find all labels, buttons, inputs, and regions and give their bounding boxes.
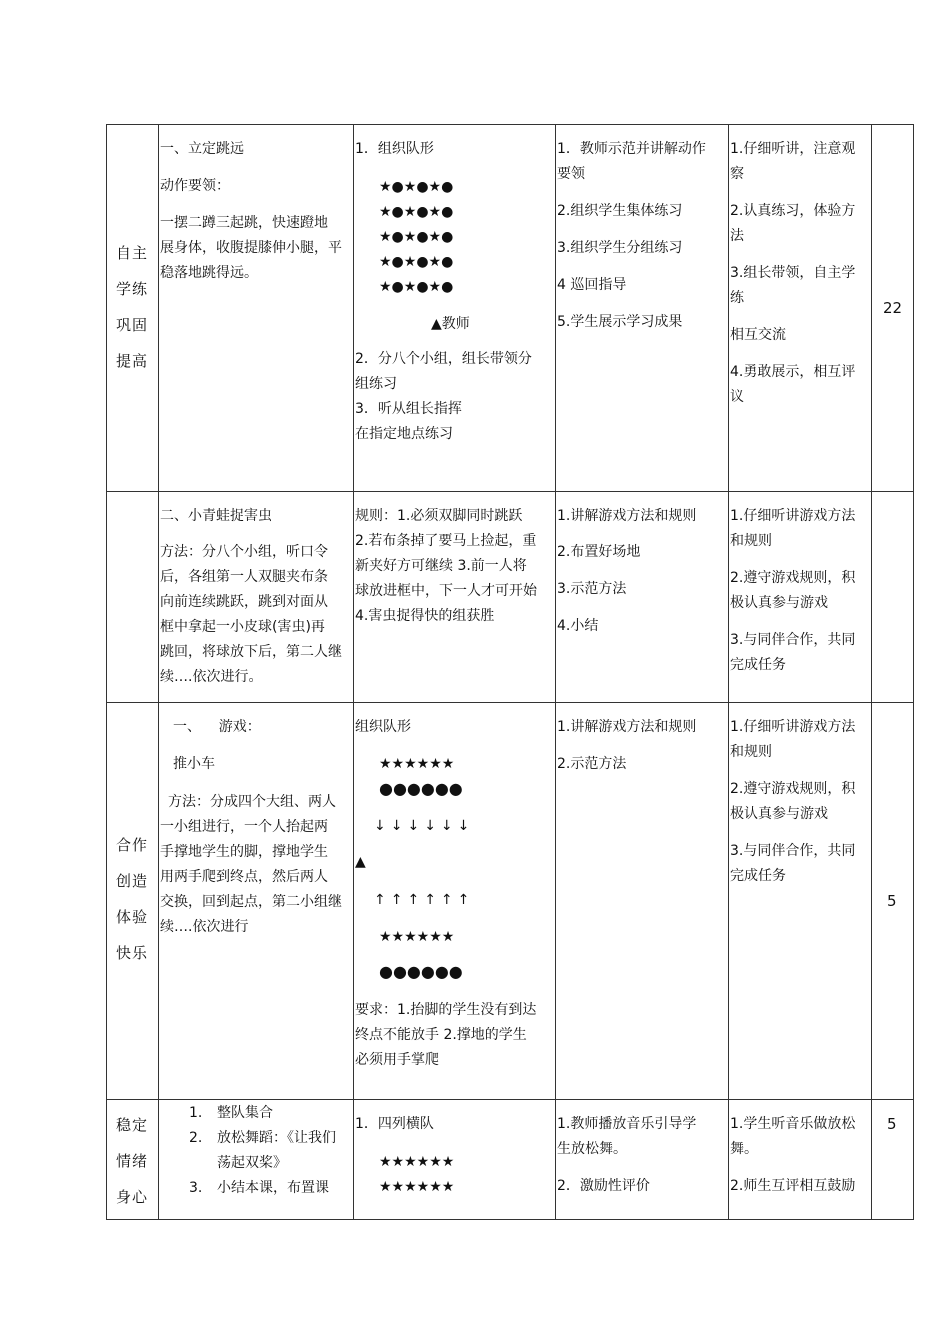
content-text: 向前连续跳跃，跳到对面从 <box>160 594 328 610</box>
content-text: 小结本课，布置课 <box>217 1180 329 1196</box>
content-text: 续….依次进行 <box>160 919 249 935</box>
stage-cell-1 <box>106 124 159 492</box>
stage-cell-3 <box>106 702 159 1100</box>
list-number: 2. <box>189 1130 203 1146</box>
student-text: 察 <box>730 166 744 182</box>
time-value: 22 <box>883 299 903 317</box>
content-text: 续….依次进行。 <box>160 669 263 685</box>
teacher-text: 3.示范方法 <box>557 581 627 597</box>
content-text: 交换，回到起点，第二小组继 <box>160 894 342 910</box>
formation-row: ★★★★★★ <box>379 929 455 945</box>
formation-row: ★★★★★★ <box>379 756 455 772</box>
organization-text: 2.若布条掉了要马上捡起，重 <box>355 533 537 549</box>
student-text: 和规则 <box>730 744 772 760</box>
stage-text: 巩固 <box>116 316 149 334</box>
content-text: 二、小青蛙捉害虫 <box>160 508 272 524</box>
time-cell-2 <box>871 491 914 703</box>
student-text: 和规则 <box>730 533 772 549</box>
content-text: 一小组进行，一个人抬起两 <box>160 819 328 835</box>
content-cell-2 <box>158 491 354 703</box>
student-text: 1.学生听音乐做放松 <box>730 1116 856 1132</box>
teacher-text: 2.布置好场地 <box>557 544 641 560</box>
student-activity-cell-2 <box>728 491 872 703</box>
formation-row: ★●★●★● <box>379 229 454 245</box>
content-text: 用两手爬到终点，然后两人 <box>160 869 328 885</box>
organization-title: 1．四列横队 <box>355 1116 434 1132</box>
content-text: 整队集合 <box>217 1105 273 1121</box>
organization-text: 必须用手掌爬 <box>355 1052 439 1068</box>
formation-row: ★★★★★★ <box>379 1179 455 1195</box>
teacher-position-label: ▲教师 <box>431 316 470 332</box>
stage-cell-4 <box>106 1099 159 1220</box>
teacher-text: 1.教师播放音乐引导学 <box>557 1116 697 1132</box>
stage-text: 学练 <box>116 280 149 298</box>
organization-cell-1 <box>353 124 556 492</box>
teacher-text: 1.讲解游戏方法和规则 <box>557 719 697 735</box>
student-text: 议 <box>730 389 744 405</box>
student-text: 3.与同伴合作，共同 <box>730 843 856 859</box>
formation-row: ★●★●★● <box>379 254 454 270</box>
time-value: 5 <box>887 1115 897 1133</box>
student-text: 2.师生互评相互鼓励 <box>730 1178 856 1194</box>
organization-text: 新夹好方可继续 3.前一人将 <box>355 558 527 574</box>
stage-text: 创造 <box>116 872 149 890</box>
stage-text: 身心 <box>116 1188 149 1206</box>
teacher-activity-cell-1 <box>555 124 729 492</box>
organization-text: 3．听从组长指挥 <box>355 401 462 417</box>
content-text: 框中拿起一小皮球(害虫)再 <box>160 619 325 635</box>
organization-cell-3 <box>353 702 556 1100</box>
organization-text: 在指定地点练习 <box>355 426 453 442</box>
organization-cell-4 <box>353 1099 556 1220</box>
student-text: 1.仔细听讲游戏方法 <box>730 719 856 735</box>
organization-text: 2．分八个小组，组长带领分 <box>355 351 532 367</box>
stage-text: 稳定 <box>116 1116 149 1134</box>
content-text: 手撑地学生的脚，撑地学生 <box>160 844 328 860</box>
stage-text: 提高 <box>116 352 149 370</box>
student-text: 相互交流 <box>730 327 786 343</box>
content-text: 推小车 <box>173 756 215 772</box>
student-text: 3.组长带领，自主学 <box>730 265 856 281</box>
organization-text: 组练习 <box>355 376 397 392</box>
teacher-text: 4.小结 <box>557 618 599 634</box>
content-text: 一、 游戏： <box>173 719 261 735</box>
organization-text: 球放进框中，下一人才可开始 <box>355 583 537 599</box>
content-text: 方法：分八个小组，听口令 <box>160 544 328 560</box>
student-activity-cell-4 <box>728 1099 872 1220</box>
student-text: 1.仔细听讲，注意观 <box>730 141 856 157</box>
student-text: 1.仔细听讲游戏方法 <box>730 508 856 524</box>
content-text: 展身体，收腹提膝伸小腿，平 <box>160 240 342 256</box>
organization-text: 4.害虫捉得快的组获胜 <box>355 608 495 624</box>
teacher-text: 4 巡回指导 <box>557 277 627 293</box>
content-text: 一、立定跳远 <box>160 141 244 157</box>
formation-row: ★★★★★★ <box>379 1154 455 1170</box>
teacher-text: 1.讲解游戏方法和规则 <box>557 508 697 524</box>
student-text: 完成任务 <box>730 657 786 673</box>
organization-text: 终点不能放手 2.撑地的学生 <box>355 1027 527 1043</box>
student-text: 3.与同伴合作，共同 <box>730 632 856 648</box>
teacher-activity-cell-4 <box>555 1099 729 1220</box>
student-text: 4.勇敢展示，相互评 <box>730 364 856 380</box>
teacher-text: 要领 <box>557 166 585 182</box>
student-activity-cell-1 <box>728 124 872 492</box>
time-cell-1 <box>871 124 914 492</box>
time-value: 5 <box>887 892 897 910</box>
teacher-text: 3.组织学生分组练习 <box>557 240 683 256</box>
student-text: 2.认真练习，体验方 <box>730 203 856 219</box>
student-text: 极认真参与游戏 <box>730 595 828 611</box>
content-cell-3 <box>158 702 354 1100</box>
organization-text: 规则：1.必须双脚同时跳跃 <box>355 508 523 524</box>
time-cell-3 <box>871 702 914 1100</box>
organization-title: 组织队形 <box>355 719 411 735</box>
student-text: 法 <box>730 228 744 244</box>
content-cell-1 <box>158 124 354 492</box>
stage-text: 快乐 <box>116 944 149 962</box>
student-text: 完成任务 <box>730 868 786 884</box>
student-text: 2.遵守游戏规则，积 <box>730 570 856 586</box>
stage-text: 自主 <box>116 244 149 262</box>
teacher-text: 2．激励性评价 <box>557 1178 650 1194</box>
student-text: 极认真参与游戏 <box>730 806 828 822</box>
teacher-position-icon: ▲ <box>355 854 366 870</box>
stage-text: 情绪 <box>116 1152 149 1170</box>
down-arrows: ↓↓↓↓↓↓ <box>374 818 475 834</box>
formation-row: ★●★●★● <box>379 204 454 220</box>
formation-row: ★●★●★● <box>379 279 454 295</box>
teacher-text: 5.学生展示学习成果 <box>557 314 683 330</box>
organization-text: 要求：1.抬脚的学生没有到达 <box>355 1002 537 1018</box>
teacher-text: 2.示范方法 <box>557 756 627 772</box>
teacher-text: 2.组织学生集体练习 <box>557 203 683 219</box>
organization-cell-2 <box>353 491 556 703</box>
content-text: 动作要领： <box>160 178 230 194</box>
student-text: 练 <box>730 290 744 306</box>
content-text: 后，各组第一人双腿夹布条 <box>160 569 328 585</box>
content-text: 方法：分成四个大组、两人 <box>168 794 336 810</box>
content-text: 跳回，将球放下后，第二人继 <box>160 644 342 660</box>
teacher-activity-cell-2 <box>555 491 729 703</box>
up-arrows: ↑↑↑↑↑↑ <box>374 892 475 908</box>
stage-cell-2 <box>106 491 159 703</box>
list-number: 1. <box>189 1105 203 1121</box>
teacher-text: 1．教师示范并讲解动作 <box>557 141 706 157</box>
teacher-text: 生放松舞。 <box>557 1141 627 1157</box>
formation-row: ★●★●★● <box>379 179 454 195</box>
organization-title: 1．组织队形 <box>355 141 434 157</box>
content-text: 荡起双桨》 <box>217 1155 287 1171</box>
content-text: 稳落地跳得远。 <box>160 265 258 281</box>
student-text: 舞。 <box>730 1141 758 1157</box>
content-cell-4 <box>158 1099 354 1220</box>
stage-text: 合作 <box>116 836 149 854</box>
content-text: 放松舞蹈：《让我们 <box>217 1130 336 1146</box>
content-text: 一摆二蹲三起跳，快速蹬地 <box>160 215 328 231</box>
stage-text: 体验 <box>116 908 149 926</box>
student-text: 2.遵守游戏规则，积 <box>730 781 856 797</box>
time-cell-4 <box>871 1099 914 1220</box>
list-number: 3. <box>189 1180 203 1196</box>
student-activity-cell-3 <box>728 702 872 1100</box>
teacher-activity-cell-3 <box>555 702 729 1100</box>
formation-row: ●●●●●● <box>379 779 463 798</box>
formation-row: ●●●●●● <box>379 962 463 981</box>
